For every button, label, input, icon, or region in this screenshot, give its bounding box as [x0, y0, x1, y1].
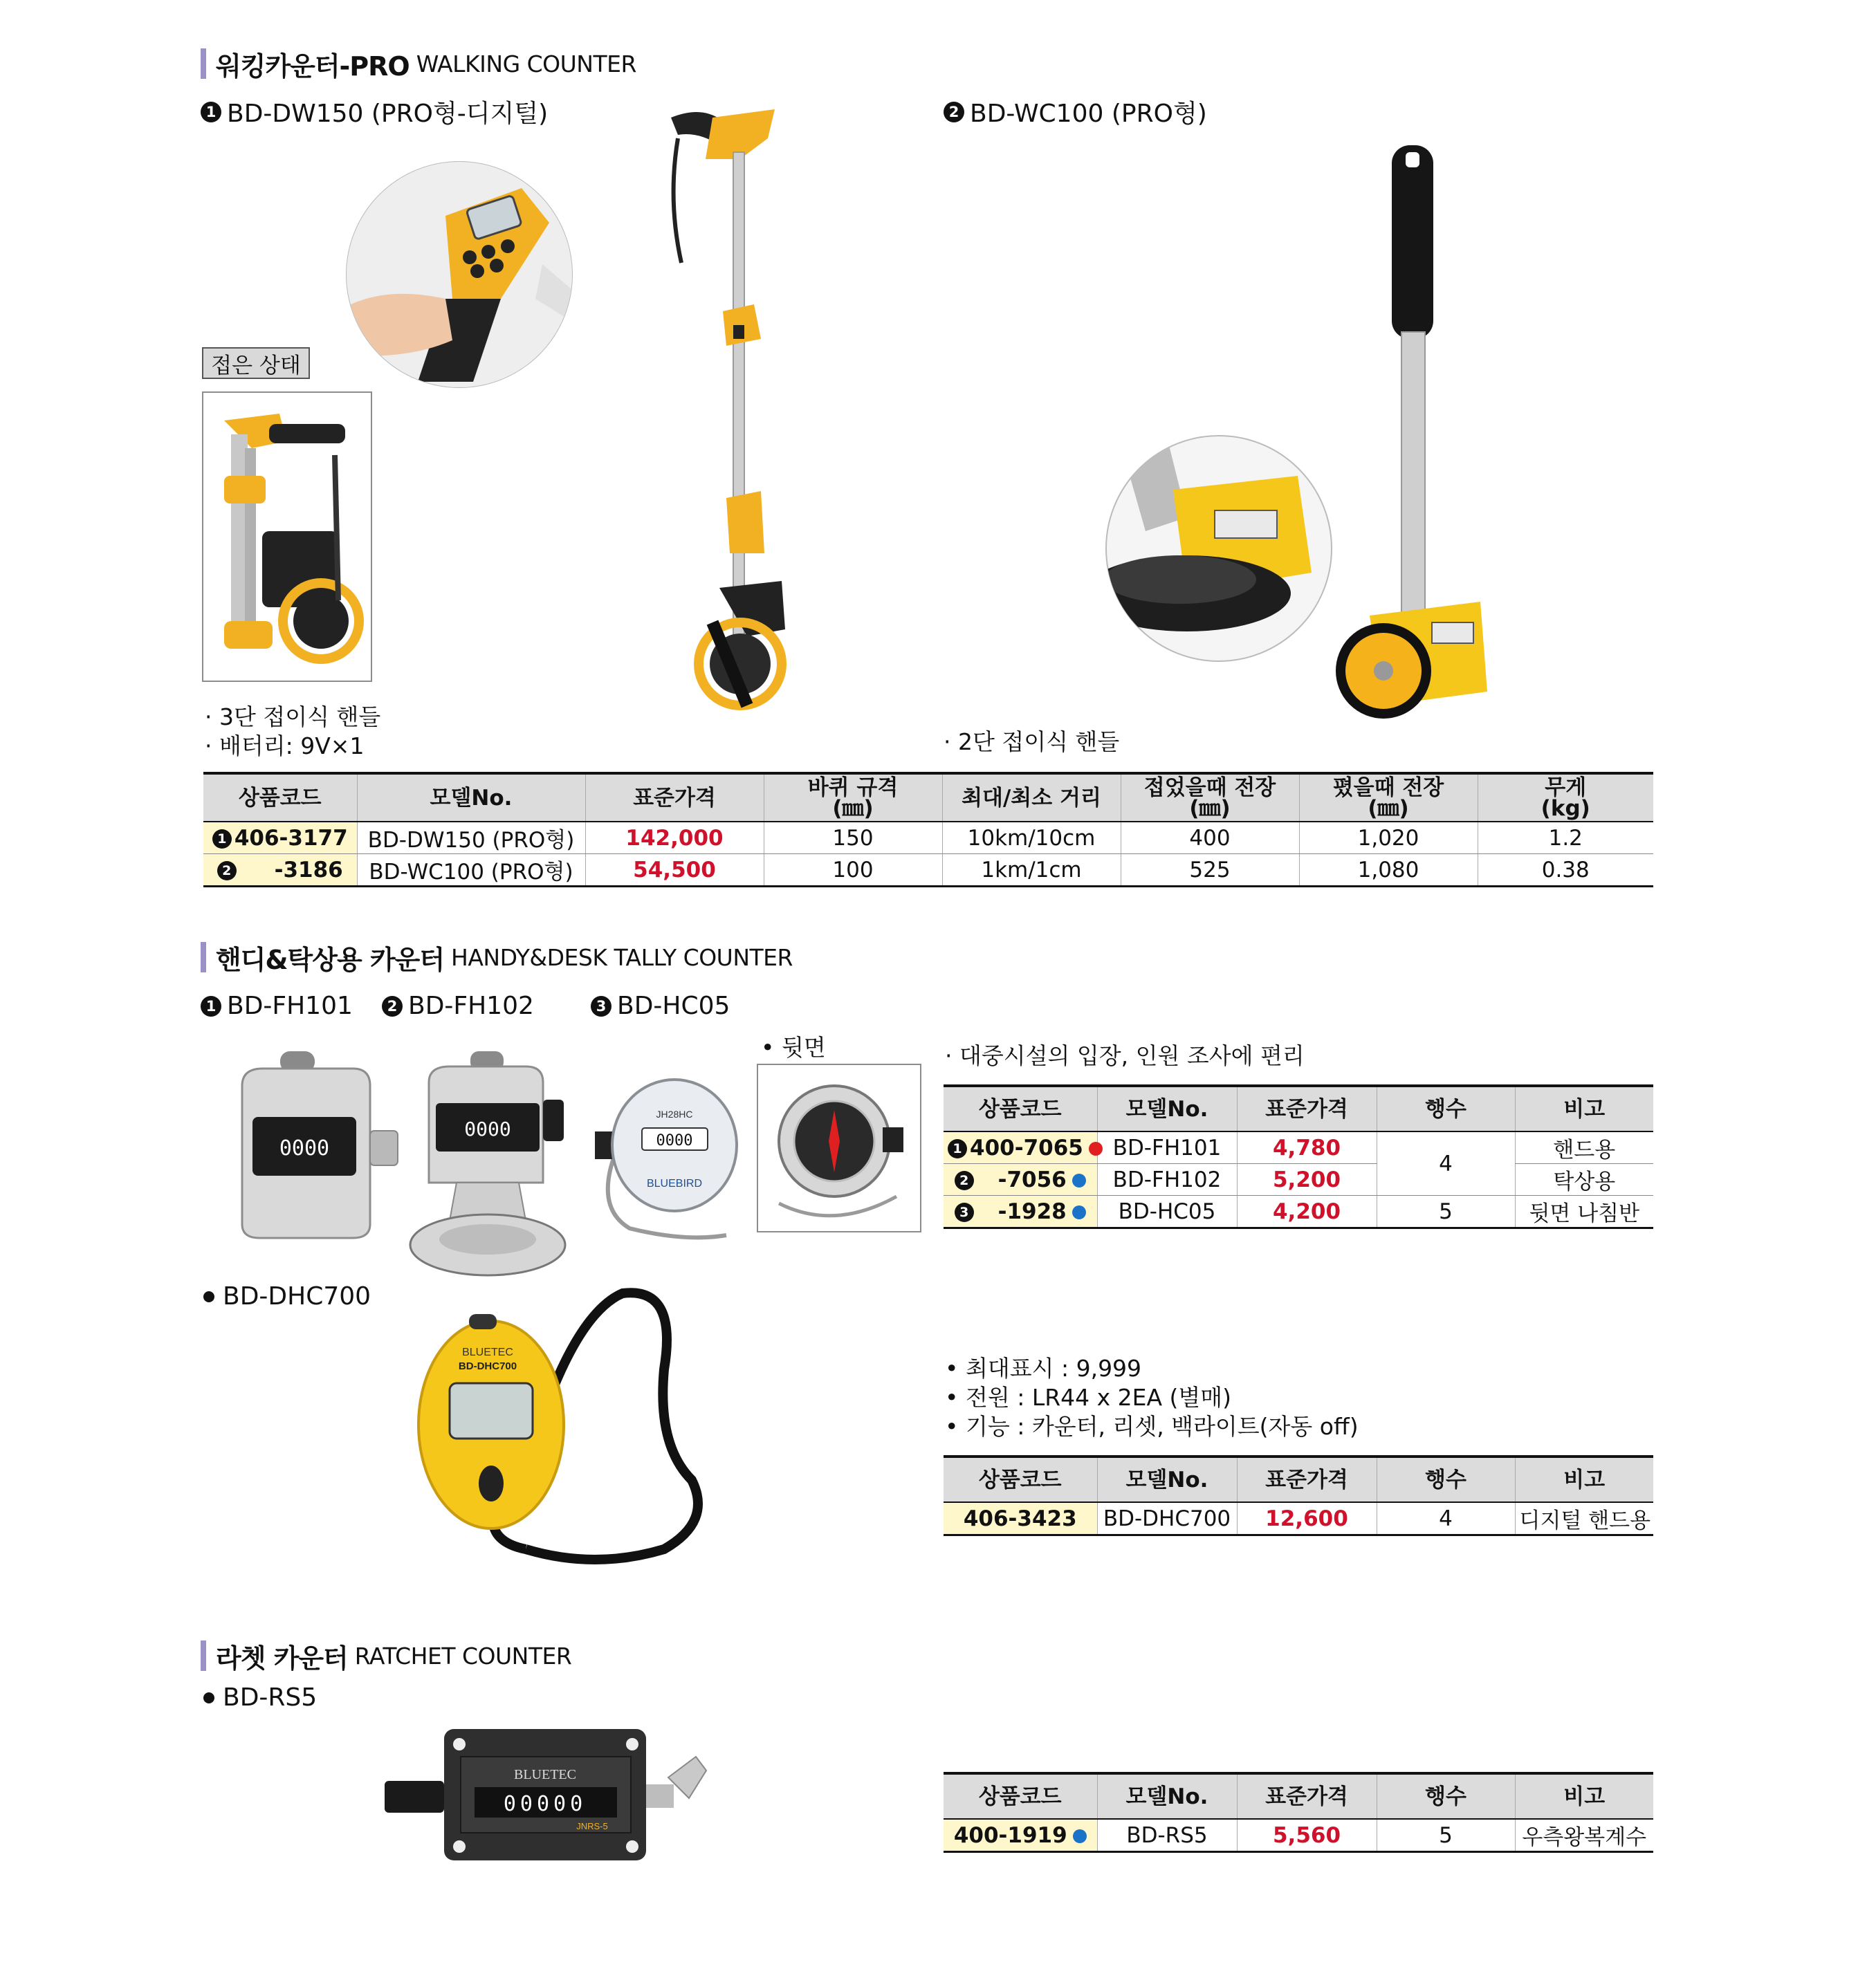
model-bd-hc05 — [591, 992, 730, 1020]
note-line: • 기능 : 카운터, 리셋, 백라이트(자동 off) — [945, 1413, 1359, 1440]
status-dot — [1072, 1205, 1086, 1219]
table-header-row — [944, 1773, 1653, 1819]
walking-title-ko: 워킹카운터-PRO — [216, 50, 410, 82]
folded-state-label: 접은 상태 — [202, 347, 310, 379]
counter-digits: 0000 — [464, 1118, 511, 1140]
table-header-row — [944, 1086, 1653, 1131]
bullet-dot — [203, 1692, 214, 1703]
model-cell: BD-RS5 — [1097, 1819, 1237, 1852]
number-badge: 1 — [201, 102, 221, 122]
status-dot — [1072, 1174, 1086, 1187]
model-bd-fh102 — [382, 992, 534, 1020]
mechanical-counter-closeup-image — [1104, 434, 1334, 663]
unfolded-length-cell: 1,080 — [1299, 854, 1478, 887]
dhc700-notes — [945, 1354, 1359, 1441]
handy-title-ko: 핸디&탁상용 카운터 — [216, 944, 445, 975]
distance-cell: 10km/10cm — [942, 822, 1121, 854]
model-cell: BD-WC100 (PRO형) — [357, 854, 585, 887]
model-label: BD-WC100 (PRO형) — [970, 100, 1207, 128]
header-cell: 상품코드 — [944, 1773, 1097, 1819]
header-cell: 무게 (kg) — [1478, 773, 1653, 822]
counter-digits: 0000 — [279, 1136, 330, 1161]
model-label: BD-FH102 — [408, 992, 534, 1020]
ratchet-model-print: JNRS-5 — [576, 1821, 608, 1831]
table-row — [944, 1819, 1653, 1852]
note-cell: 핸드용 — [1515, 1131, 1653, 1164]
header-cell: 모델No. — [1097, 1457, 1237, 1502]
walking-spec-table — [203, 772, 1653, 887]
header-cell: 최대/최소 거리 — [942, 773, 1121, 822]
product-code-cell: 406-3423 — [944, 1502, 1097, 1535]
model-bd-fh101 — [201, 992, 353, 1020]
model-label: BD-DHC700 — [223, 1282, 371, 1311]
section-accent-bar — [201, 1640, 206, 1671]
header-cell: 모델No. — [1097, 1086, 1237, 1131]
model-cell: BD-FH101 — [1097, 1131, 1237, 1164]
folded-length-cell: 525 — [1121, 854, 1299, 887]
product-code-cell: 2 -7056 — [944, 1164, 1097, 1196]
model-label: BD-DW150 (PRO형-디지털) — [227, 100, 549, 128]
table-row — [944, 1502, 1653, 1535]
product-code-cell: 1 406-3177 — [203, 822, 357, 854]
digital-counter-bd-dhc700-image — [415, 1286, 761, 1577]
dhc700-brand: BLUETEC — [462, 1347, 513, 1358]
header-cell: 상품코드 — [203, 773, 357, 822]
model-bd-dhc700 — [203, 1282, 371, 1311]
note-cell: 우측왕복계수 — [1515, 1819, 1653, 1852]
walking-counter-bd-wc100-image — [1328, 138, 1508, 726]
header-cell: 모델No. — [1097, 1773, 1237, 1819]
price-cell: 4,780 — [1237, 1131, 1377, 1164]
model-bd-wc100 — [944, 94, 1207, 129]
walking-notes-left — [205, 703, 380, 761]
ratchet-brand: BLUETEC — [514, 1767, 576, 1782]
handy-note: · 대중시설의 입장, 인원 조사에 편리 — [945, 1042, 1305, 1069]
walking-notes-right — [944, 728, 1119, 757]
header-cell: 상품코드 — [944, 1086, 1097, 1131]
section-accent-bar — [201, 48, 206, 79]
model-cell: BD-DHC700 — [1097, 1502, 1237, 1535]
handy-title-en: HANDY&DESK TALLY COUNTER — [451, 943, 793, 971]
table-row — [944, 1131, 1653, 1164]
weight-cell: 1.2 — [1478, 822, 1653, 854]
header-cell: 표준가격 — [1237, 1457, 1377, 1502]
product-code-cell: 3 -1928 — [944, 1196, 1097, 1228]
header-cell: 바퀴 규격 (㎜) — [764, 773, 942, 822]
folded-counter-image-frame — [202, 391, 372, 682]
number-badge: 1 — [201, 996, 221, 1017]
ratchet-counter-bd-rs5-image — [385, 1729, 710, 1860]
price-cell: 5,200 — [1237, 1164, 1377, 1196]
folded-length-cell: 400 — [1121, 822, 1299, 854]
ratchet-title-ko: 라쳇 카운터 — [216, 1643, 348, 1674]
note-line: · 배터리: 9V×1 — [205, 732, 365, 759]
price-cell: 54,500 — [585, 854, 764, 887]
table-header-row — [944, 1457, 1653, 1502]
model-cell: BD-DW150 (PRO형) — [357, 822, 585, 854]
folded-walking-counter-image — [203, 393, 371, 681]
price-cell: 5,560 — [1237, 1819, 1377, 1852]
product-code-cell: 2 -3186 — [203, 854, 357, 887]
note-line: • 전원 : LR44 x 2EA (별매) — [945, 1384, 1232, 1411]
header-cell: 접었을때 전장 (㎜) — [1121, 773, 1299, 822]
table-row — [203, 822, 1653, 854]
note-cell: 뒷면 나침반 — [1515, 1196, 1653, 1228]
section-accent-bar — [201, 942, 206, 972]
unfolded-length-cell: 1,020 — [1299, 822, 1478, 854]
header-cell: 행수 — [1377, 1457, 1515, 1502]
ratchet-section-title — [201, 1639, 571, 1672]
price-cell: 4,200 — [1237, 1196, 1377, 1228]
ratchet-spec-table — [944, 1772, 1653, 1853]
model-cell: BD-FH102 — [1097, 1164, 1237, 1196]
header-cell: 표준가격 — [1237, 1773, 1377, 1819]
rows-count-cell: 5 — [1377, 1196, 1515, 1228]
compass-back-image — [758, 1065, 920, 1231]
header-cell: 상품코드 — [944, 1457, 1097, 1502]
dhc700-spec-table — [944, 1455, 1653, 1536]
distance-cell: 1km/1cm — [942, 854, 1121, 887]
wheel-cell: 150 — [764, 822, 942, 854]
header-cell: 행수 — [1377, 1086, 1515, 1131]
header-cell: 표준가격 — [585, 773, 764, 822]
hc05-back-image-frame — [757, 1064, 921, 1232]
price-cell: 142,000 — [585, 822, 764, 854]
number-badge: 2 — [944, 102, 964, 122]
rows-count-cell: 4 — [1377, 1502, 1515, 1535]
header-cell: 표준가격 — [1237, 1086, 1377, 1131]
handy-spec-table — [944, 1084, 1653, 1229]
tally-counter-bd-fh101-image — [228, 1051, 394, 1245]
header-cell: 모델No. — [357, 773, 585, 822]
note-cell: 탁상용 — [1515, 1164, 1653, 1196]
status-dot — [1073, 1829, 1087, 1843]
hc05-model-print: JH28HC — [656, 1109, 693, 1120]
model-label: BD-RS5 — [223, 1683, 318, 1712]
table-row — [203, 854, 1653, 887]
note-cell: 디지털 핸드용 — [1515, 1502, 1653, 1535]
back-side-label: • 뒷면 — [761, 1034, 826, 1061]
bullet-dot — [203, 1291, 214, 1302]
rows-count-cell: 4 — [1377, 1131, 1515, 1196]
counter-digits: 0000 — [656, 1132, 693, 1149]
number-badge: 2 — [382, 996, 403, 1017]
product-code-cell: 1 400-7065 — [944, 1131, 1097, 1164]
table-header-row — [203, 773, 1653, 822]
tally-counter-bd-fh102-image — [408, 1051, 574, 1279]
tally-counter-bd-hc05-image — [588, 1069, 740, 1249]
walking-section-title — [201, 47, 636, 80]
counter-digits: 00000 — [503, 1792, 587, 1816]
rows-count-cell: 5 — [1377, 1819, 1515, 1852]
header-cell: 비고 — [1515, 1773, 1653, 1819]
model-label: BD-HC05 — [617, 992, 730, 1020]
product-code-cell: 400-1919 — [944, 1819, 1097, 1852]
status-dot — [1089, 1142, 1103, 1156]
handy-section-title — [201, 941, 793, 974]
table-row — [944, 1164, 1653, 1196]
dhc700-model-print: BD-DHC700 — [458, 1360, 517, 1372]
digital-handle-closeup-image — [342, 160, 577, 389]
table-row — [944, 1196, 1653, 1228]
note-line: • 최대표시 : 9,999 — [945, 1355, 1142, 1382]
note-line: · 3단 접이식 핸들 — [205, 703, 381, 730]
number-badge: 3 — [591, 996, 611, 1017]
header-cell: 비고 — [1515, 1457, 1653, 1502]
ratchet-title-en: RATCHET COUNTER — [354, 1642, 572, 1670]
header-cell: 비고 — [1515, 1086, 1653, 1131]
model-label: BD-FH101 — [227, 992, 353, 1020]
header-cell: 행수 — [1377, 1773, 1515, 1819]
weight-cell: 0.38 — [1478, 854, 1653, 887]
model-cell: BD-HC05 — [1097, 1196, 1237, 1228]
hc05-brand: BLUEBIRD — [646, 1178, 703, 1190]
note-line: · 2단 접이식 핸들 — [944, 728, 1120, 755]
model-bd-rs5 — [203, 1683, 317, 1712]
wheel-cell: 100 — [764, 854, 942, 887]
price-cell: 12,600 — [1237, 1502, 1377, 1535]
model-bd-dw150 — [201, 94, 548, 129]
walking-title-en: WALKING COUNTER — [416, 50, 636, 77]
walking-counter-bd-dw150-image — [664, 97, 816, 712]
header-cell: 폈을때 전장 (㎜) — [1299, 773, 1478, 822]
